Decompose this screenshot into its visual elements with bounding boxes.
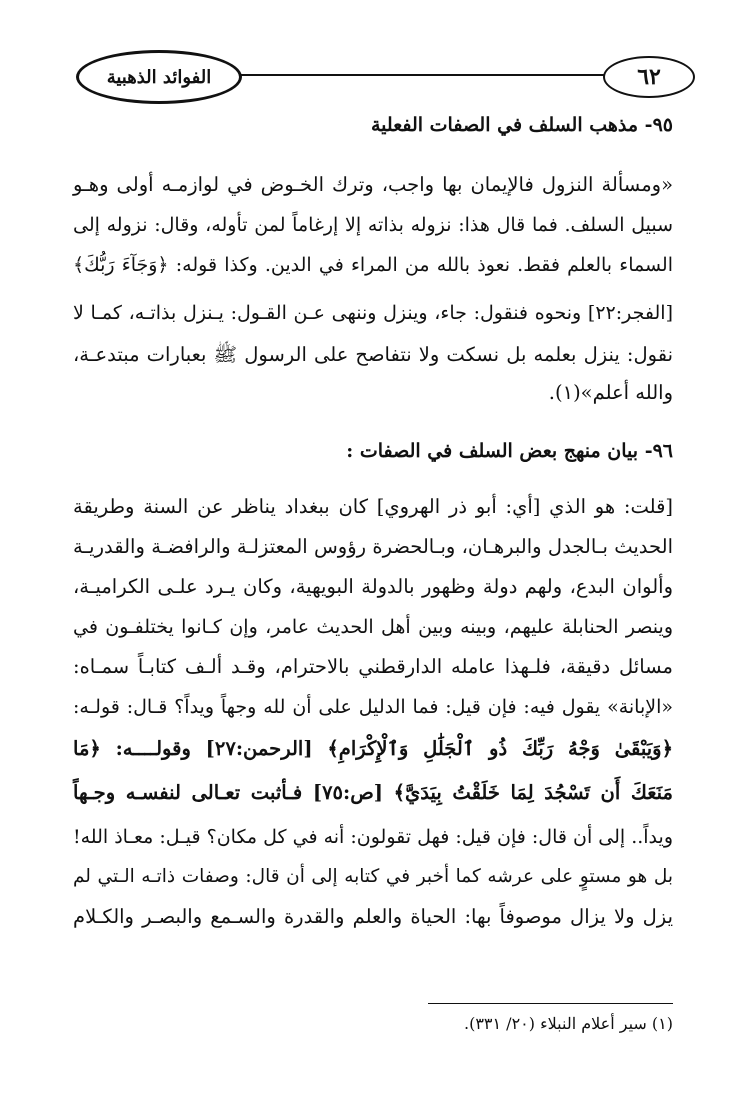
s96-line-9: ويداً.. إلى أن قال: فإن قيل: فهل تقولون: أنه في كل مكان؟ قيـل: معـاذ الله! [72, 826, 673, 848]
footnote-1: (١) سير أعلام النبلاء (٢٠/ ٣٣١). [463, 1014, 673, 1033]
s96-line-10: بل هو مستوٍ على عرشه كما أخبر في كتابه إلى أن قال: وصفات ذاتـه الـتي لم [73, 866, 673, 887]
s95-line-3: السماء بالعلم فقط. نعوذ بالله من المراء في الدين. وكذا قوله: ﴿وَجَآءَ رَبُّكَ﴾ [73, 254, 673, 276]
s96-line-5: مسائل دقيقة، فلـهذا عامله الدارقطني بالاحترام، وقـد ألـف كتابـاً سمـاه: [73, 655, 673, 678]
s96-line-4: وينصر الحنابلة عليهم، وبينه وبين أهل الحديث عامر، وإن كـانوا يختلفـون في [73, 616, 673, 638]
footnote-rule [428, 1003, 673, 1004]
s96-line-3: وألوان البدع، ولهم دولة وظهور بالدولة البويهية، وكان يـرد علـى الكراميـة، [73, 575, 673, 598]
page-number: ٦٢ [603, 56, 695, 98]
book-title: الفوائد الذهبية [76, 50, 242, 104]
section-95-heading: ٩٥- مذهب السلف في الصفات الفعلية [371, 114, 673, 136]
s95-line-4: [الفجر:٢٢] ونحوه فنقول: جاء، وينزل وننهى عـن القـول: يـنزل بذاتـه، كمـا لا [73, 302, 673, 324]
s95-line-5: نقول: ينزل بعلمه بل نسكت ولا نتفاصح على الرسول ﷺ بعبارات مبتدعـة، [73, 343, 673, 366]
s96-line-7: ﴿وَيَبْقَىٰ وَجْهُ رَبِّكَ ذُو ٱلْجَلَٰلِ وَٱلْإِكْرَامِ﴾ [الرحمن:٢٧] وقولــــه: ﴿مَا [73, 737, 674, 760]
s96-line-6: «الإبانة» يقول فيه: فإن قيل: فما الدليل على أن لله وجهاً ويداً؟ قـال: قولـه: [73, 696, 673, 718]
s96-line-8: مَنَعَكَ أَن تَسْجُدَ لِمَا خَلَقْتُ بِيَدَيَّ﴾ [ص:٧٥] فـأثبت تعـالى لنفسـه وجـهاً [73, 781, 673, 804]
section-96-heading: ٩٦- بيان منهج بعض السلف في الصفات : [346, 440, 673, 462]
header-rule [168, 74, 667, 76]
s95-line-1: «ومسألة النزول فالإيمان بها واجب، وترك الخـوض في لوازمـه أولى وهـو [73, 173, 673, 196]
s96-line-1: [قلت: هو الذي [أي: أبو ذر الهروي] كان ببغداد يناظر عن السنة وطريقة [73, 495, 673, 518]
s96-line-11: يزل ولا يزال موصوفاً بها: الحياة والعلم والقدرة والسـمع والبصـر والكـلام [73, 905, 673, 928]
s95-line-6: والله أعلم»(١). [548, 381, 673, 404]
s95-line-2: سبيل السلف. فما قال هذا: نزوله بذاته إلا إرغاماً لمن تأوله، وقال: نزوله إلى [73, 214, 673, 236]
s96-line-2: الحديث بـالجدل والبرهـان، وبـالحضرة رؤوس المعتزلـة والرافضـة والقدريـة [73, 535, 673, 558]
